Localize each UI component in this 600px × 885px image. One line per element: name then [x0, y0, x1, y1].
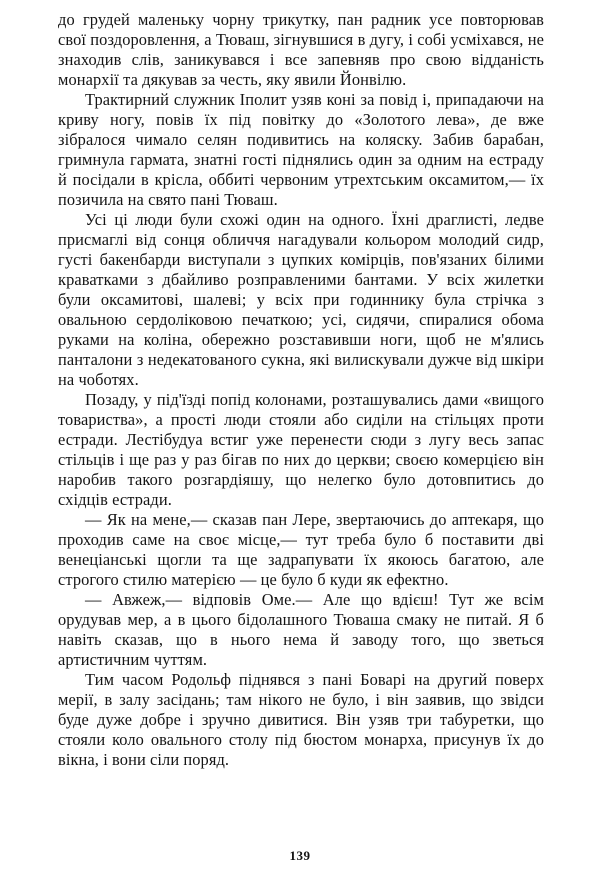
paragraph-rodolphe: Тим часом Родольф піднявся з пані Боварі на другий поверх мерії, в залу засідань; там нікого не було, і він заявив, що звідси буде дуже добре і зручно дивитися. Він узяв три табуретки, що стояли коло овального столу під бюстом монарха, присунув їх до вікна, і вони сіли поряд. [58, 670, 544, 769]
book-page [58, 10, 544, 770]
paragraph-ladies: Позаду, у під'їзді попід колонами, розташувались дами «вищого товариства», а прості люди стояли або сиділи на стільцях проти естради. Лестібудуа встиг уже перенести сюди з лугу весь запас стільців і ще раз у раз бігав по них до церкви; своєю комерцією він наробив такого розгардіяшу, що нелегко було дотовпитись до східців естради. [58, 390, 544, 509]
paragraph-continued: до грудей маленьку чорну трикутку, пан радник усе повторював свої поздоровлення, а Тюваш, зігнувшися в дугу, і собі усміхався, не знаходив слів, заникувався і все запевняв про свою відданість монархії та дякував за честь, яку явили Йонвілю. [58, 10, 544, 89]
page-number: 139 [289, 848, 311, 863]
paragraph-guests: Усі ці люди були схожі один на одного. Їхні драглисті, ледве присмаглі від сонця обличчя нагадували кольором молодий сидр, густі бакенбарди виступали з цупких комірців, пов'язаних білими краватками з дбайливо розправленими бантами. У всіх жилетки були оксамитові, шалеві; у всіх при годиннику була стрічка з овальною сердоліковою печаткою; усі, сидячи, спиралися обома руками на коліна, обережно розставивши ноги, щоб не м'ялись панталони з недекатованого сукна, які вилискували дужче від шкіри на чоботях. [58, 210, 544, 389]
paragraph-lheureux: — Як на мене,— сказав пан Лере, звертаючись до аптекаря, що проходив саме на своє місце,— тут треба було б поставити дві венеціанські щогли та ще задрапувати їх якоюсь багатою, але строгого стилю матерією — це було б куди як ефектно. [58, 510, 544, 589]
paragraph-ippolit: Трактирний служник Іполит узяв коні за повід і, припадаючи на криву ногу, повів їх під повітку до «Золотого лева», де вже зібралося чимало селян подивитись на коляску. Забив барабан, гримнула гармата, знатні гості піднялись один за одним на естраду й посідали в крісла, оббиті червоним утрехтським оксамитом,— їх позичила на свято пані Тюваш. [58, 90, 544, 209]
paragraph-homais: — Авжеж,— відповів Оме.— Але що вдієш! Тут же всім орудував мер, а в цього бідолашного Тюваша смаку не питай. Я б навіть сказав, що в нього нема й заводу того, що зветься артистичним чуттям. [58, 590, 544, 669]
